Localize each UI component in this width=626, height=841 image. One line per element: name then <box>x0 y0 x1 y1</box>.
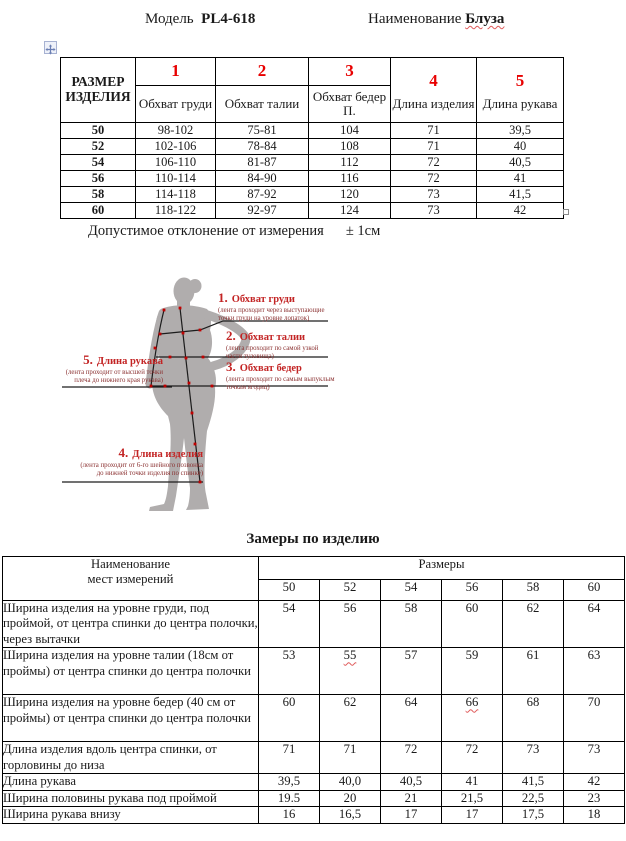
col-5 <box>477 58 564 123</box>
size-cell: 50 <box>61 123 136 139</box>
size-row <box>61 171 564 187</box>
measure-value: 40,5 <box>381 774 442 790</box>
size-cell: 52 <box>61 139 136 155</box>
corner-line1: РАЗМЕР <box>71 74 125 90</box>
measure-value: 58 <box>381 601 442 648</box>
measure-value: 17 <box>381 807 442 823</box>
measure-value: 72 <box>442 742 503 774</box>
value-cell: 108 <box>309 139 391 155</box>
value-cell: 98-102 <box>136 123 216 139</box>
label-name: Длина изделия <box>132 449 203 460</box>
value-cell: 73 <box>391 203 477 219</box>
size-row <box>61 139 564 155</box>
measure-value: 21 <box>381 790 442 806</box>
value-cell: 78-84 <box>216 139 309 155</box>
figure-label-4 <box>76 445 203 477</box>
measure-value: 71 <box>259 742 320 774</box>
model-value: PL4-618 <box>201 11 256 27</box>
measure-value: 23 <box>564 790 625 806</box>
figure-label-3-desc: (лента проходит по самым выпуклым точкам ягодиц) <box>226 376 335 391</box>
col-4 <box>391 58 477 123</box>
value-cell: 41,5 <box>477 187 564 203</box>
tolerance-value: ± 1см <box>345 223 381 239</box>
sizes-header: Размеры <box>259 557 625 580</box>
size-cell: 54 <box>61 155 136 171</box>
value-cell: 114-118 <box>136 187 216 203</box>
measure-value: 40,0 <box>320 774 381 790</box>
measure-value: 70 <box>564 695 625 742</box>
measure-value: 68 <box>503 695 564 742</box>
label-name: Обхват бедер <box>239 363 302 374</box>
value-cell: 84-90 <box>216 171 309 187</box>
label-name: Обхват груди <box>231 294 295 305</box>
table-resize-handle-icon[interactable] <box>563 209 569 215</box>
figure-label-5-title <box>60 352 163 368</box>
measure-value: 72 <box>381 742 442 774</box>
col-number-4: 4 <box>429 70 438 90</box>
col-label-1: Обхват груди <box>136 86 216 123</box>
label-number: 4. <box>118 445 129 460</box>
measure-label: Длина рукава <box>3 774 259 790</box>
measure-value: 42 <box>564 774 625 790</box>
measure-value: 20 <box>320 790 381 806</box>
col-number-3: 3 <box>309 58 391 86</box>
figure-label-2 <box>226 328 334 360</box>
measurement-figure <box>60 276 362 526</box>
measure-value: 54 <box>259 601 320 648</box>
measure-value: 60 <box>259 695 320 742</box>
name-value: Блуза <box>465 11 505 27</box>
size-row <box>61 123 564 139</box>
col-label-2: Обхват талии <box>216 86 309 123</box>
measure-label: Ширина рукава внизу <box>3 807 259 823</box>
value-cell: 42 <box>477 203 564 219</box>
name-line <box>368 11 504 28</box>
name-label: Наименование <box>368 11 462 27</box>
value-cell: 124 <box>309 203 391 219</box>
name-header-line2: мест измерений <box>87 572 174 587</box>
value-cell: 87-92 <box>216 187 309 203</box>
col-label-4: Длина изделия <box>392 95 475 111</box>
corner-line2: ИЗДЕЛИЯ <box>65 89 131 104</box>
value-cell: 40 <box>477 139 564 155</box>
measure-row <box>3 648 625 695</box>
measure-row <box>3 695 625 742</box>
name-header-line1: Наименование <box>90 557 171 571</box>
size-col-header: 56 <box>442 580 503 601</box>
measure-row <box>3 742 625 774</box>
label-number: 3. <box>226 359 236 374</box>
figure-label-2-title <box>226 328 334 344</box>
measure-table-name-header <box>3 557 259 601</box>
label-name: Длина рукава <box>96 356 163 367</box>
measure-section-title: Замеры по изделию <box>246 531 380 547</box>
value-cell: 40,5 <box>477 155 564 171</box>
measure-value: 41 <box>442 774 503 790</box>
figure-label-1-title <box>218 290 336 306</box>
size-row <box>61 155 564 171</box>
measure-value: 73 <box>503 742 564 774</box>
measure-value: 16 <box>259 807 320 823</box>
measure-value: 61 <box>503 648 564 695</box>
value-cell: 71 <box>391 139 477 155</box>
value-cell: 92-97 <box>216 203 309 219</box>
value-cell: 41 <box>477 171 564 187</box>
value-cell: 102-106 <box>136 139 216 155</box>
measure-label: Ширина изделия на уровне бедер (40 см от проймы) от центра спинки до центра полочки <box>3 695 259 742</box>
figure-label-2-desc: (лента проходит по самой узкой части туловища) <box>226 345 319 360</box>
four-way-arrow-icon <box>45 44 56 55</box>
col-number-2: 2 <box>216 58 309 86</box>
measure-value: 64 <box>381 695 442 742</box>
measure-value: 62 <box>503 601 564 648</box>
figure-label-1 <box>218 290 336 322</box>
model-line <box>145 11 255 28</box>
value-cell: 75-81 <box>216 123 309 139</box>
measure-value: 55 <box>320 648 381 695</box>
value-cell: 110-114 <box>136 171 216 187</box>
measure-value: 21,5 <box>442 790 503 806</box>
measure-value: 17 <box>442 807 503 823</box>
col-number-1: 1 <box>136 58 216 86</box>
measure-row <box>3 601 625 648</box>
measure-row <box>3 790 625 806</box>
measure-value: 22,5 <box>503 790 564 806</box>
tolerance-text: Допустимое отклонение от измерения <box>88 223 324 239</box>
value-cell: 116 <box>309 171 391 187</box>
measure-row <box>3 774 625 790</box>
measure-value: 62 <box>320 695 381 742</box>
value-cell: 112 <box>309 155 391 171</box>
table-move-handle-icon[interactable] <box>44 41 57 54</box>
figure-label-1-desc: (лента проходит через выступающие точки груди на уровне лопаток) <box>218 307 325 322</box>
measure-value: 19.5 <box>259 790 320 806</box>
measure-value: 59 <box>442 648 503 695</box>
size-col-header: 50 <box>259 580 320 601</box>
model-label: Модель <box>145 11 194 27</box>
size-cell: 60 <box>61 203 136 219</box>
size-table-corner <box>61 58 136 123</box>
size-table <box>60 57 564 219</box>
measure-label: Ширина половины рукава под проймой <box>3 790 259 806</box>
measure-value: 16,5 <box>320 807 381 823</box>
measure-label: Длина изделия вдоль центра спинки, от горловины до низа <box>3 742 259 774</box>
figure-label-3-title <box>226 359 338 375</box>
value-cell: 73 <box>391 187 477 203</box>
size-row <box>61 187 564 203</box>
measure-value: 41,5 <box>503 774 564 790</box>
measure-value: 17,5 <box>503 807 564 823</box>
measure-row <box>3 807 625 823</box>
value-cell: 72 <box>391 171 477 187</box>
value-cell: 72 <box>391 155 477 171</box>
size-cell: 56 <box>61 171 136 187</box>
col-label-5: Длина рукава <box>482 95 558 111</box>
figure-label-4-desc: (лента проходит от 6-го шейного позвонка до нижней точки изделия по спинке) <box>80 462 203 477</box>
size-row <box>61 203 564 219</box>
measure-value: 56 <box>320 601 381 648</box>
figure-label-3 <box>226 359 338 391</box>
measure-value: 60 <box>442 601 503 648</box>
value-cell: 118-122 <box>136 203 216 219</box>
measure-value: 71 <box>320 742 381 774</box>
value-cell: 106-110 <box>136 155 216 171</box>
measure-label: Ширина изделия на уровне груди, под проймой, от центра спинки до центра полочки, через вытачки <box>3 601 258 646</box>
label-number: 1. <box>218 290 228 305</box>
measure-value: 64 <box>564 601 625 648</box>
measure-value: 18 <box>564 807 625 823</box>
figure-label-5-desc: (лента проходит от высшей точки плеча до нижнего края рукава) <box>65 369 163 384</box>
size-col-header: 58 <box>503 580 564 601</box>
label-number: 5. <box>83 352 93 367</box>
measure-table <box>2 556 625 824</box>
measure-value: 39,5 <box>259 774 320 790</box>
figure-label-5 <box>60 352 163 384</box>
size-col-header: 54 <box>381 580 442 601</box>
measure-value: 57 <box>381 648 442 695</box>
col-number-5: 5 <box>515 70 525 90</box>
tolerance-note <box>88 223 380 240</box>
value-cell: 39,5 <box>477 123 564 139</box>
label-number: 2. <box>226 328 236 343</box>
measure-label: Ширина изделия на уровне талии (18см от проймы) от центра спинки до центра полочки <box>3 648 259 695</box>
size-col-header: 60 <box>564 580 625 601</box>
measure-value: 53 <box>259 648 320 695</box>
value-cell: 120 <box>309 187 391 203</box>
value-cell: 104 <box>309 123 391 139</box>
figure-label-4-title <box>76 445 203 461</box>
value-cell: 81-87 <box>216 155 309 171</box>
label-name: Обхват талии <box>239 332 306 343</box>
measure-value: 66 <box>442 695 503 742</box>
measure-value: 73 <box>564 742 625 774</box>
size-cell: 58 <box>61 187 136 203</box>
value-cell: 71 <box>391 123 477 139</box>
measure-value: 63 <box>564 648 625 695</box>
size-col-header: 52 <box>320 580 381 601</box>
col-label-3: Обхват бедер П. <box>309 86 391 123</box>
